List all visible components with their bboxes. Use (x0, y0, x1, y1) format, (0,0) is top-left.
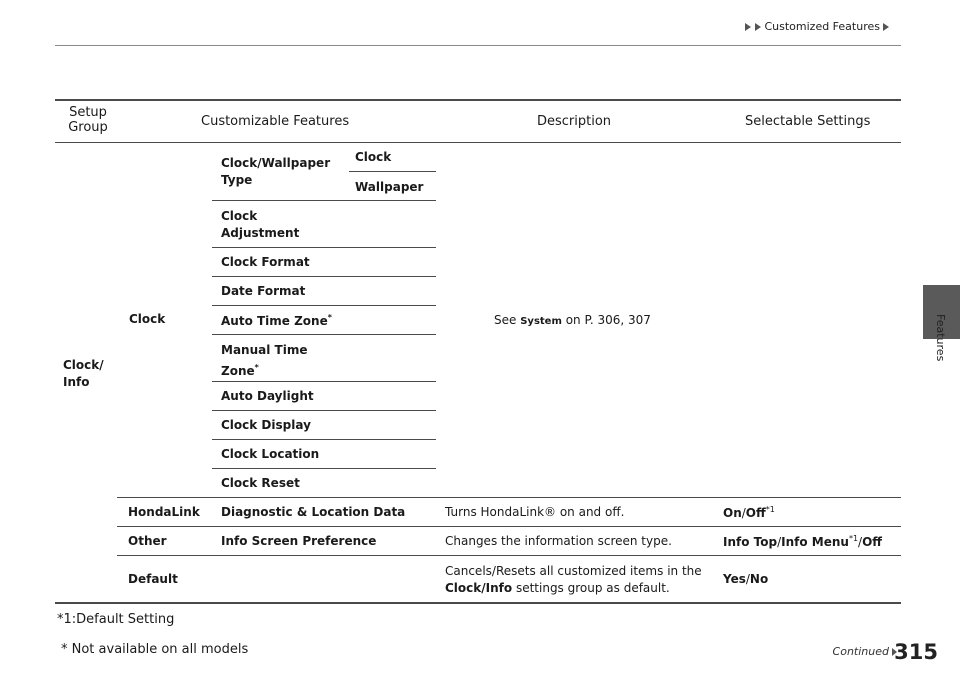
group-label-default: Default (128, 572, 178, 586)
continued-indicator (833, 645, 897, 658)
feature-auto-time-zone (221, 313, 332, 328)
feature-clock-format: Clock Format (221, 255, 310, 269)
row-divider (117, 526, 901, 527)
feature-label: Manual Time Zone (221, 343, 308, 378)
row-divider (117, 497, 901, 498)
row-divider (212, 439, 436, 440)
continued-label: Continued (832, 645, 889, 658)
setting-no: No (749, 572, 769, 586)
row-divider (212, 410, 436, 411)
footnote-marker: * (327, 313, 332, 322)
feature-clock-wallpaper-type: Clock/Wallpaper Type (221, 156, 331, 187)
row-divider (212, 247, 436, 248)
footnote-not-available: * Not available on all models (61, 642, 249, 657)
section-tab-label: Features (934, 314, 947, 362)
column-header-description: Description (537, 114, 612, 129)
description-line: Cancels/Resets all customized items in the (445, 564, 702, 578)
table-top-rule (55, 99, 901, 101)
row-divider (212, 468, 436, 469)
setting-off: Off (862, 535, 883, 549)
column-header-setup-group: Setup Group (68, 105, 108, 135)
default-setting-marker: *1 (848, 534, 859, 543)
row-divider (212, 334, 436, 335)
option-clock: Clock (355, 150, 392, 164)
row-divider (349, 171, 436, 172)
setting-off: Off (745, 506, 766, 520)
group-label-clock-info: Clock/ Info (63, 358, 104, 389)
hondalink-description: Turns HondaLink® on and off. (445, 505, 625, 519)
clock-info-description (494, 313, 651, 327)
setting-separator: / (741, 506, 746, 520)
table-bottom-rule (55, 602, 901, 604)
footnote-marker: * (254, 363, 259, 372)
table-header-rule (55, 142, 901, 143)
default-setting-marker: *1 (765, 505, 775, 514)
default-description (445, 563, 710, 597)
setting-separator: / (745, 572, 750, 586)
feature-diagnostic-location-data: Diagnostic & Location Data (221, 505, 406, 519)
option-wallpaper: Wallpaper (355, 180, 424, 194)
row-divider (212, 381, 436, 382)
description-prefix: See (494, 313, 517, 327)
feature-clock-display: Clock Display (221, 418, 311, 432)
setting-yes: Yes (723, 572, 746, 586)
description-bold-group: Clock/Info (445, 581, 513, 595)
row-divider (212, 305, 436, 306)
setting-info-top: Info Top (723, 535, 778, 549)
breadcrumb-label: Customized Features (764, 20, 880, 33)
feature-manual-time-zone (221, 342, 321, 380)
default-settings (723, 572, 768, 586)
setting-separator: / (777, 535, 782, 549)
feature-clock-adjustment: Clock Adjustment (221, 209, 300, 240)
feature-date-format: Date Format (221, 284, 306, 298)
page-number: 315 (894, 640, 938, 664)
setting-on: On (723, 506, 742, 520)
feature-clock-reset: Clock Reset (221, 476, 300, 490)
breadcrumb-arrow-icon (745, 23, 751, 31)
feature-label: Auto Time Zone (221, 314, 328, 328)
group-label-other: Other (128, 534, 167, 548)
column-header-customizable-features: Customizable Features (201, 114, 350, 129)
other-description: Changes the information screen type. (445, 534, 672, 548)
subgroup-label-clock: Clock (129, 312, 166, 326)
setting-separator: / (858, 535, 863, 549)
row-divider (117, 555, 901, 556)
footnote-default-setting: *1:Default Setting (57, 612, 175, 627)
group-label-hondalink: HondaLink (128, 505, 200, 519)
column-header-selectable-settings: Selectable Settings (745, 114, 871, 129)
feature-info-screen-preference: Info Screen Preference (221, 534, 377, 548)
description-line: settings group as default. (515, 581, 670, 595)
hondalink-settings (723, 505, 775, 520)
description-suffix: on P. 306, 307 (565, 313, 651, 327)
row-divider (212, 276, 436, 277)
setting-info-menu: Info Menu (781, 535, 849, 549)
feature-auto-daylight: Auto Daylight (221, 389, 314, 403)
feature-clock-location: Clock Location (221, 447, 320, 461)
other-settings (723, 534, 882, 549)
breadcrumb (744, 20, 890, 33)
system-reference-link[interactable]: System (520, 316, 562, 327)
row-divider (212, 200, 436, 201)
breadcrumb-arrow-icon (755, 23, 761, 31)
breadcrumb-arrow-icon (883, 23, 889, 31)
header-divider (55, 45, 901, 46)
